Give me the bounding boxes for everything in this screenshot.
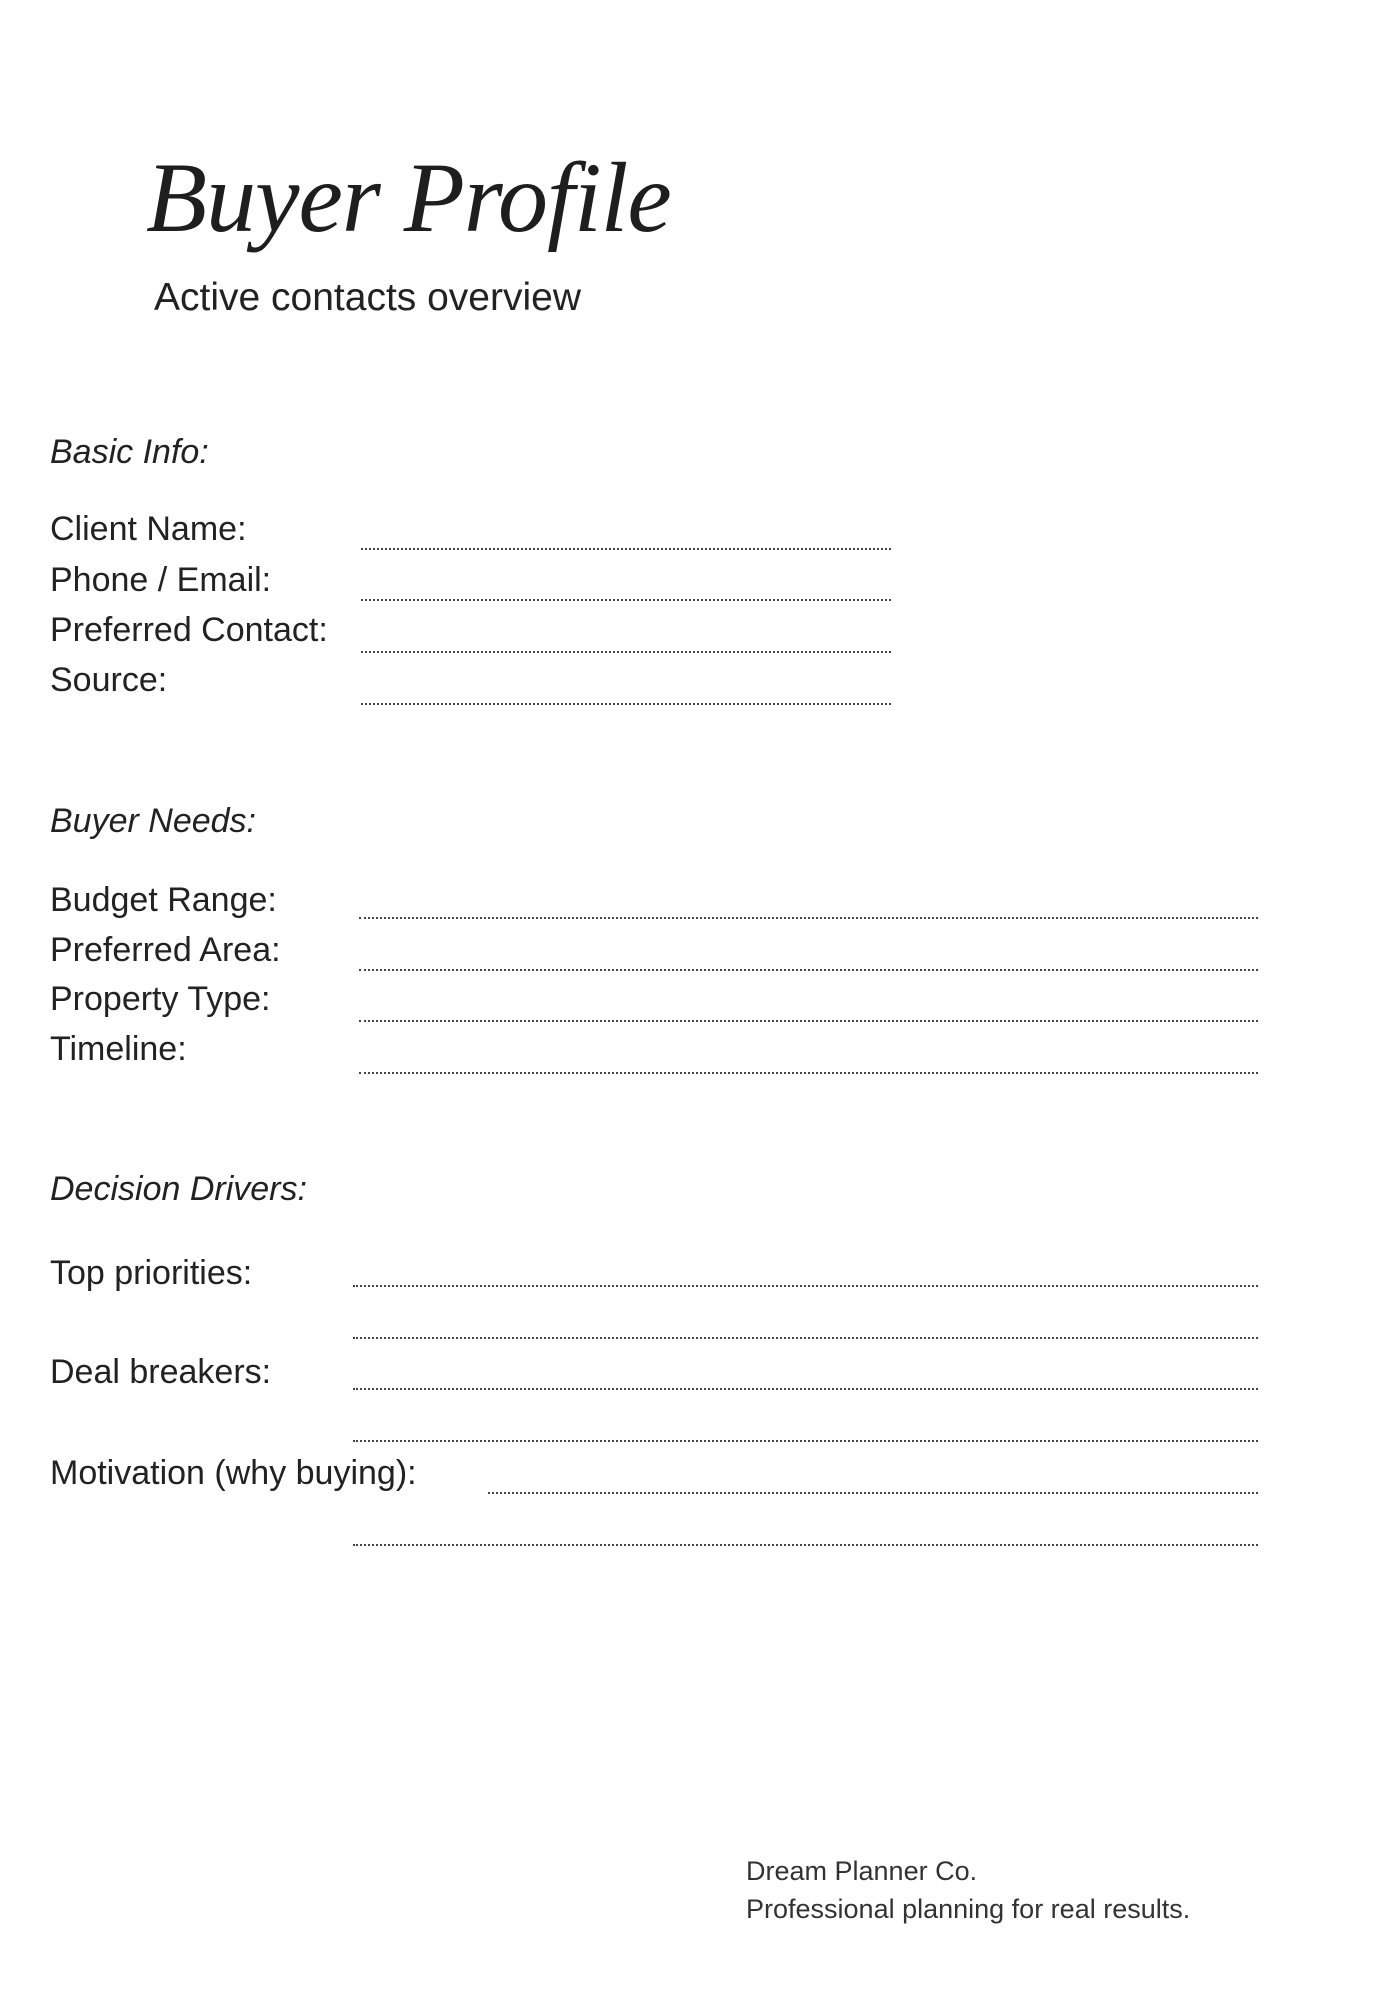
field-line-preferred-area[interactable] bbox=[359, 969, 1258, 971]
field-line-top-priorities-2[interactable] bbox=[353, 1337, 1258, 1339]
field-label-timeline: Timeline: bbox=[50, 1030, 187, 1068]
footer-company: Dream Planner Co. bbox=[746, 1856, 978, 1886]
field-label-preferred-contact: Preferred Contact: bbox=[50, 611, 328, 649]
field-line-deal-breakers-1[interactable] bbox=[353, 1388, 1258, 1390]
page-title: Buyer Profile bbox=[146, 142, 671, 253]
field-line-preferred-contact[interactable] bbox=[361, 651, 891, 653]
section-heading-basic-info: Basic Info: bbox=[50, 433, 209, 471]
field-line-motivation-2[interactable] bbox=[353, 1544, 1258, 1546]
field-label-budget-range: Budget Range: bbox=[50, 881, 277, 919]
field-line-client-name[interactable] bbox=[361, 548, 891, 550]
field-line-deal-breakers-2[interactable] bbox=[353, 1440, 1258, 1442]
field-line-motivation-1[interactable] bbox=[488, 1492, 1258, 1494]
field-line-source[interactable] bbox=[361, 703, 891, 705]
field-label-property-type: Property Type: bbox=[50, 980, 271, 1018]
field-label-preferred-area: Preferred Area: bbox=[50, 931, 281, 969]
field-line-timeline[interactable] bbox=[359, 1072, 1258, 1074]
field-label-client-name: Client Name: bbox=[50, 510, 247, 548]
field-line-phone-email[interactable] bbox=[361, 599, 891, 601]
section-heading-decision-drivers: Decision Drivers: bbox=[50, 1170, 307, 1208]
field-label-source: Source: bbox=[50, 661, 168, 699]
field-label-phone-email: Phone / Email: bbox=[50, 561, 272, 599]
field-label-motivation: Motivation (why buying): bbox=[50, 1454, 417, 1492]
page-subtitle: Active contacts overview bbox=[154, 276, 582, 319]
section-heading-buyer-needs: Buyer Needs: bbox=[50, 802, 256, 840]
field-line-budget-range[interactable] bbox=[359, 917, 1258, 919]
field-label-top-priorities: Top priorities: bbox=[50, 1254, 253, 1292]
field-label-deal-breakers: Deal breakers: bbox=[50, 1353, 272, 1391]
field-line-top-priorities-1[interactable] bbox=[353, 1285, 1258, 1287]
footer-tagline: Professional planning for real results. bbox=[746, 1894, 1191, 1924]
field-line-property-type[interactable] bbox=[359, 1020, 1258, 1022]
